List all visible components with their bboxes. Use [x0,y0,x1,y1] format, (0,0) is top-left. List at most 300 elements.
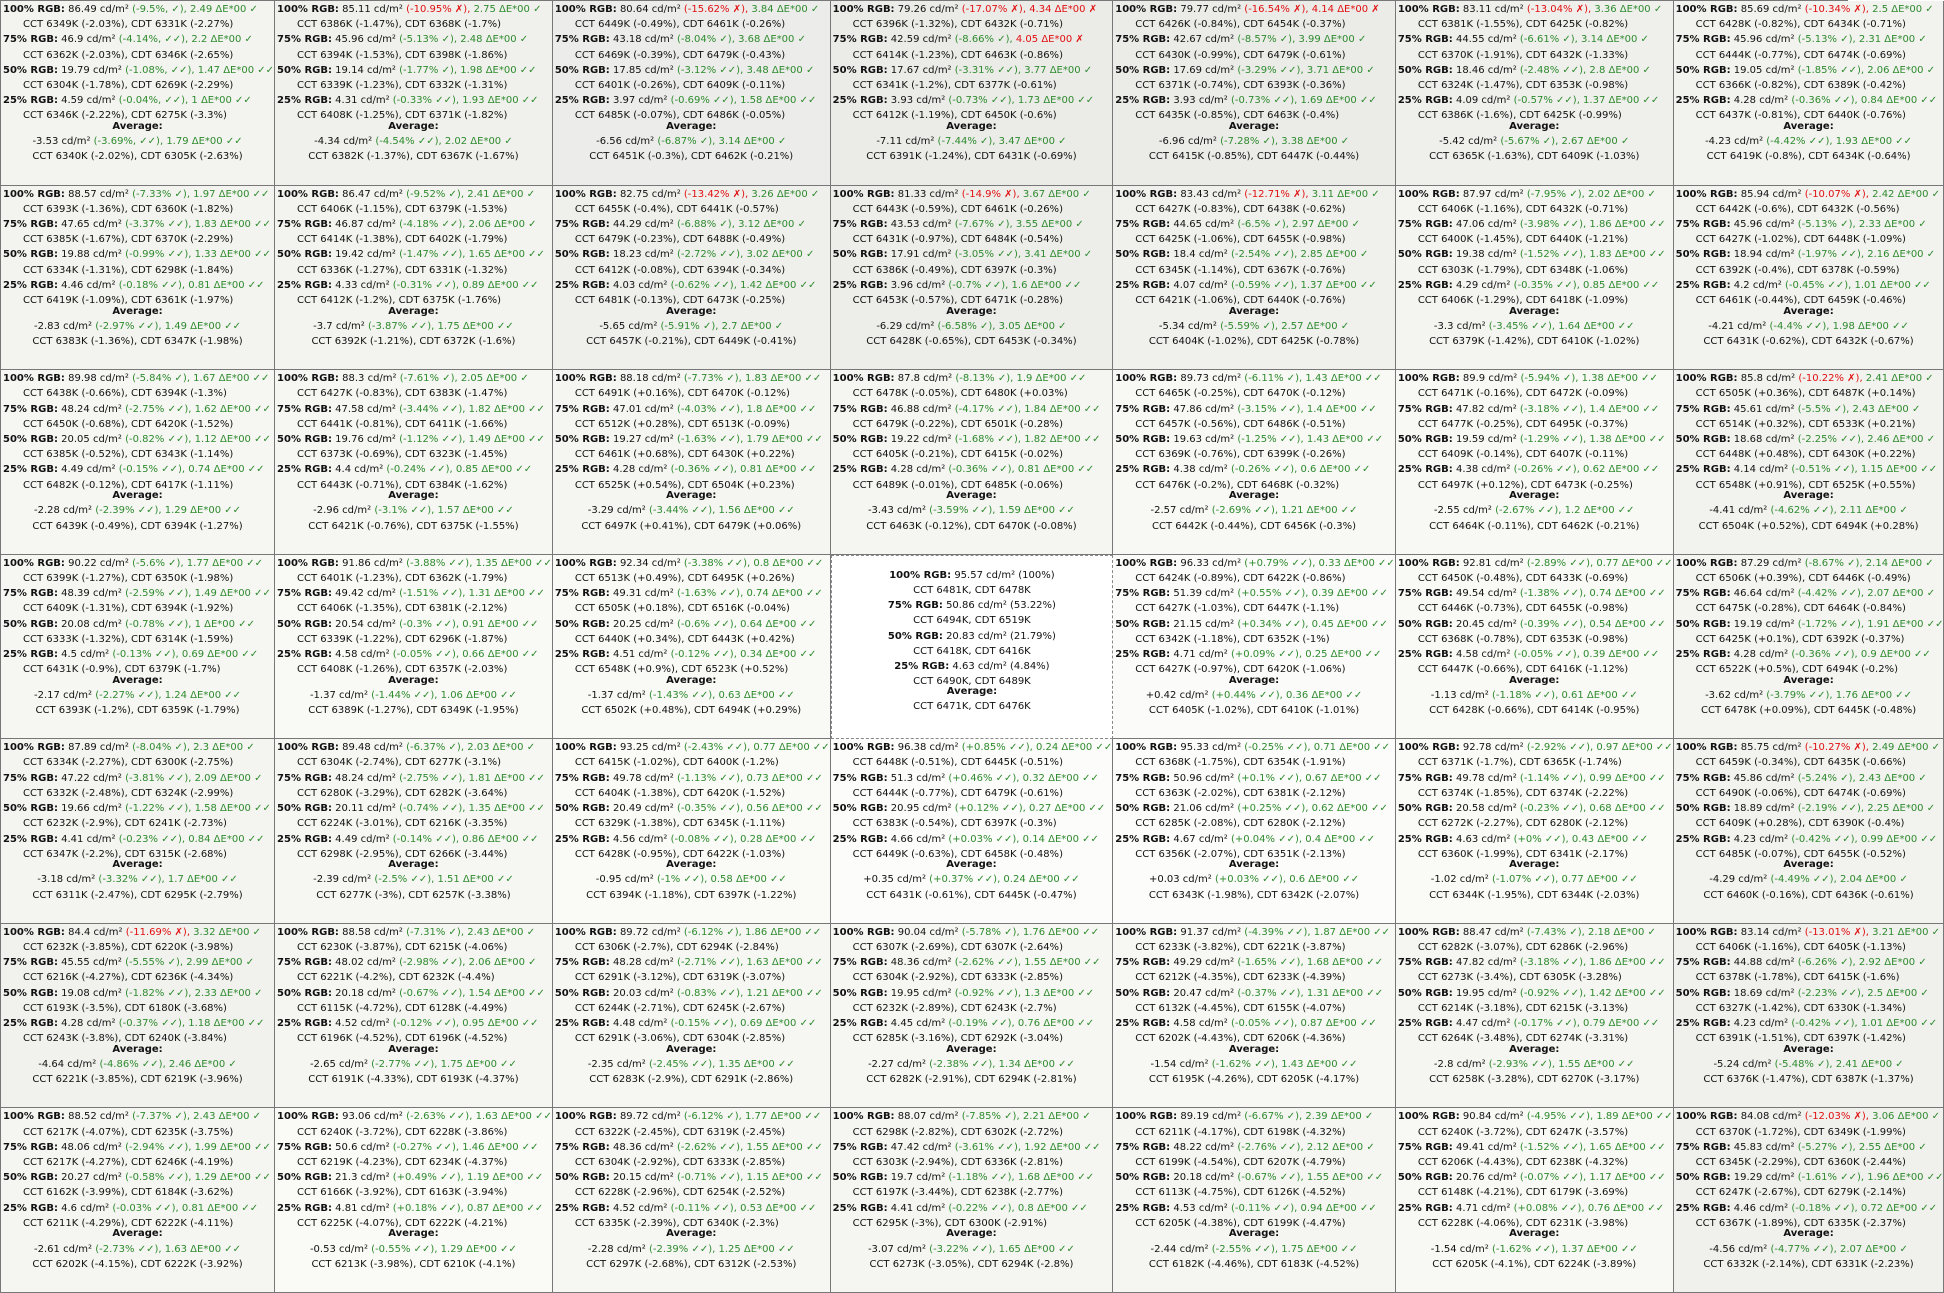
grid-cell [1113,739,1396,924]
cct-line: CCT 6371K (-1.7%), CDT 6365K (-1.74%) [1417,757,1622,769]
grid-cell [1,370,275,555]
average-deviation: (-0.55% ✓✓) [371,1243,435,1255]
separator: , [185,34,192,46]
luminance-value: 88.07 cd/m² [897,1111,959,1123]
measurement-line [555,93,830,108]
measurement-line [1398,2,1673,17]
deviation: (-10.22% ✗) [1798,373,1860,385]
level-label: 75% RGB: [832,957,888,969]
separator: , [1011,464,1018,476]
level-label: 25% RGB: [554,95,610,107]
average-deviation: (+0.37% ✓✓) [929,874,998,886]
average-deviation: (-4.42% ✓✓) [1766,136,1830,148]
cct-line: CCT 6304K (-2.74%), CDT 6277K (-3.1%) [297,757,501,769]
delta-e: 0.86 ΔE*00 ✓✓ [462,833,539,845]
separator: , [1551,1059,1559,1071]
delta-e: 0.67 ΔE*00 ✓✓ [1305,772,1382,784]
deviation: (-3.18% ✓✓) [1519,957,1584,969]
cct-line: CCT 6391K (-1.51%), CDT 6397K (-1.42%) [1695,1033,1906,1045]
luminance-value: 4.28 cd/m² [612,464,668,476]
cct-line: CCT 6412K (-1.2%), CDT 6375K (-1.76%) [297,294,501,306]
delta-e: 1 ΔE*00 ✓✓ [191,95,252,107]
separator: , [733,464,741,476]
measurement-line [3,32,274,47]
average-title: Average: [1228,859,1280,871]
separator: , [455,1018,463,1030]
average-block [553,857,830,903]
level-label: 25% RGB: [3,279,58,291]
measurement-line [1115,1201,1395,1216]
measurement-line [1676,740,1944,755]
level-label: 75% RGB: [554,403,610,415]
deviation: (-0.74% ✓✓) [399,803,463,815]
cct-line: CCT 6471K (-0.16%), CDT 6472K (-0.09%) [1417,388,1629,400]
delta-e: 1.82 ΔE*00 ✓✓ [1024,433,1101,445]
cct-line: CCT 6202K (-4.15%), CDT 6222K (-3.92%) [32,1258,243,1270]
delta-e: 0.62 ΔE*00 ✓✓ [1311,803,1388,815]
measurements [553,556,830,678]
deviation: (-1.52% ✓✓) [1519,1141,1584,1153]
separator: , [460,742,468,754]
delta-e: 1.63 ΔE*00 ✓✓ [475,1111,552,1123]
measurement-line [1676,278,1944,293]
separator: , [1860,803,1868,815]
luminance-value: 48.36 cd/m² [612,1141,674,1153]
luminance-value: 48.24 cd/m² [335,772,396,784]
level-label: 100% RGB: [554,1111,617,1123]
delta-e: 2.8 ΔE*00 ✓ [1589,64,1651,76]
cct-line: CCT 6457K (-0.21%), CDT 6449K (-0.41%) [586,335,797,347]
delta-e: 1.96 ΔE*00 ✓✓ [1867,1172,1944,1184]
luminance-value: 49.78 cd/m² [1455,772,1517,784]
average-line [1,503,274,518]
measurement-line [555,556,830,571]
measurements [831,1109,1113,1231]
cct-line: CCT 6371K (-0.74%), CDT 6393K (-0.36%) [1135,80,1346,92]
delta-e: 0.99 ΔE*00 ✓✓ [1860,833,1938,845]
separator: , [434,1059,441,1071]
grid-cell [1396,739,1674,924]
luminance-value: 17.67 cd/m² [890,64,952,76]
luminance-value: 48.36 cd/m² [890,957,952,969]
average-title: Average: [666,121,717,132]
cct-line: CCT 6360K (-1.99%), CDT 6341K (-2.17%) [1417,848,1629,860]
cct-line: CCT 6400K (-1.45%), CDT 6440K (-1.21%) [1417,234,1629,246]
separator: , [1852,34,1859,46]
deviation: (-2.72% ✓✓) [676,249,741,261]
average-block [1,857,274,903]
separator: , [1298,648,1306,660]
average-delta-e: 3.38 ΔE*00 ✓ [1281,136,1350,148]
measurement-line [833,462,1113,477]
average-delta-e: 2.11 ΔE*00 ✓ [1839,505,1908,517]
separator: , [188,1141,195,1153]
cct-line: CCT 6221K (-3.85%), CDT 6219K (-3.96%) [32,1074,243,1086]
deviation: (-0.36% ✓✓) [1791,648,1855,660]
level-label: 100% RGB: [832,4,895,15]
luminance-value: 4.28 cd/m² [61,1018,116,1030]
separator: , [1583,772,1590,784]
grid-cell [1674,1108,1944,1293]
average-line [831,503,1113,518]
cct-line: CCT 6307K (-2.69%), CDT 6307K (-2.64%) [852,942,1063,954]
cct-line: CCT 6469K (-0.39%), CDT 6479K (-0.43%) [574,49,786,61]
delta-e: 0.69 ΔE*00 ✓✓ [740,1018,817,1030]
luminance-value: 4.47 cd/m² [1455,1018,1511,1030]
level-label: 25% RGB: [1115,279,1171,291]
cct-line: CCT 6463K (-0.12%), CDT 6470K (-0.08%) [866,520,1077,532]
level-label: 75% RGB: [1397,588,1453,600]
separator: , [1865,188,1873,200]
delta-e: 1.01 ΔE*00 ✓✓ [1860,1018,1938,1030]
separator: , [1298,772,1306,784]
luminance-value: 4.81 cd/m² [335,1202,390,1214]
average-delta-e: 1.93 ΔE*00 ✓✓ [1835,136,1913,148]
average-delta-e: 1.51 ΔE*00 ✓✓ [437,874,514,886]
level-label: 50% RGB: [277,803,332,815]
luminance-value: 19.27 cd/m² [612,433,674,445]
level-label: 25% RGB: [1675,1018,1731,1030]
luminance-value: 19.14 cd/m² [335,64,396,76]
luminance-value: 91.37 cd/m² [1180,926,1242,938]
separator: , [747,742,754,754]
deviation: (-5.13% ✓) [1797,218,1853,230]
cct-line: CCT 6356K (-2.07%), CDT 6351K (-2.13%) [1135,848,1346,860]
separator: , [1555,1243,1562,1255]
delta-e: 0.74 ΔE*00 ✓✓ [746,588,823,600]
average-title: Average: [1783,1043,1834,1055]
deviation: (-1.12% ✓✓) [399,433,463,445]
level-label: 100% RGB: [554,188,617,200]
measurement-line [277,63,552,78]
measurement-line [1115,93,1395,108]
measurement-line [555,187,830,202]
level-label: 25% RGB: [554,648,610,660]
cct-line: CCT 6230K (-3.87%), CDT 6215K (-4.06%) [297,942,508,954]
delta-e: 1.73 ΔE*00 ✓✓ [1017,95,1095,107]
delta-e: 1.86 ΔE*00 ✓✓ [1589,957,1666,969]
luminance-value: 19.63 cd/m² [1173,433,1235,445]
delta-e: 1.43 ΔE*00 ✓✓ [1306,433,1384,445]
luminance-value: 19.29 cd/m² [1733,1172,1795,1184]
separator: , [188,403,195,415]
luminance-value: 79.77 cd/m² [1180,4,1242,15]
average-deviation: (-4.54% ✓✓) [375,136,439,148]
average-delta-e: 1.06 ΔE*00 ✓✓ [440,689,517,701]
delta-e: 0.69 ΔE*00 ✓✓ [181,648,259,660]
cct-line: CCT 6224K (-3.01%), CDT 6216K (-3.35%) [297,818,508,830]
delta-e: 1.87 ΔE*00 ✓✓ [1313,926,1391,938]
luminance-value: 93.06 cd/m² [342,1111,403,1123]
average-line [1113,134,1395,149]
level-label: 50% RGB: [3,1172,58,1184]
measurement-line [1676,617,1944,632]
average-title: Average: [1509,859,1560,871]
average-delta-e: 0.6 ΔE*00 ✓✓ [1289,874,1360,886]
average-title: Average: [1509,674,1560,686]
luminance-value: 92.78 cd/m² [1462,742,1524,754]
level-label: 75% RGB: [1115,957,1171,969]
luminance-value: 45.83 cd/m² [1733,1141,1795,1153]
level-label: 50% RGB: [1675,987,1731,999]
level-label: 75% RGB: [277,218,332,230]
separator: , [1576,648,1584,660]
measurement-line [1676,63,1944,78]
luminance-value: 89.72 cd/m² [619,926,681,938]
delta-e: 1.83 ΔE*00 ✓✓ [1589,249,1666,261]
measurement-line [1115,187,1395,202]
average-delta-e: 1.65 ΔE*00 ✓✓ [998,1243,1075,1255]
level-label: 100% RGB: [1397,373,1460,385]
separator: , [180,557,187,569]
separator: , [460,188,468,200]
average-title: Average: [946,490,997,502]
measurement-line [1398,925,1673,940]
average-block [1113,1042,1395,1088]
cct-line: CCT 6444K (-0.77%), CDT 6479K (-0.61%) [852,787,1063,799]
luminance-value: 47.01 cd/m² [612,403,674,415]
deviation: (-2.48% ✓✓) [1519,64,1584,76]
cct-line: CCT 6196K (-4.52%), CDT 6196K (-4.52%) [297,1033,508,1045]
separator: , [1017,403,1025,415]
delta-e: 1.35 ΔE*00 ✓✓ [475,557,552,569]
average-deviation: (-7.44% ✓) [937,136,993,148]
deviation: (-1.52% ✓✓) [1519,249,1584,261]
luminance-value: 49.41 cd/m² [1455,1141,1517,1153]
measurement-line [833,801,1113,816]
level-label: 100% RGB: [1675,557,1738,569]
cct-line: CCT 6481K, CDT 6478K [913,584,1031,596]
separator: , [1854,464,1861,476]
measurement-line [1398,1140,1673,1155]
level-label: 75% RGB: [832,403,888,415]
average-deviation: (-5.48% ✓) [1774,1059,1830,1071]
luminance-value: 19.76 cd/m² [335,433,396,445]
cct-line: CCT 6504K (+0.52%), CDT 6494K (+0.28%) [1698,520,1919,532]
level-label: 100% RGB: [832,373,895,385]
delta-e: 2.05 ΔE*00 ✓ [460,373,529,385]
deviation: (-5.84% ✓) [132,373,187,385]
cct-line: CCT 6386K (-1.6%), CDT 6425K (-0.99%) [1417,110,1622,122]
deviation: (-0.23% ✓✓) [118,833,182,845]
average-block [1674,488,1944,534]
deviation: (-0.7% ✓✓) [948,279,1006,291]
average-deviation: (-2.39% ✓✓) [95,505,159,517]
separator: , [1865,926,1873,938]
luminance-value: 4.23 cd/m² [1733,1018,1789,1030]
measurement-line [1398,371,1673,386]
level-label: 25% RGB: [3,648,58,660]
grid-cell [1,924,275,1109]
cct-line: CCT 6424K (-0.89%), CDT 6422K (-0.86%) [1135,572,1346,584]
luminance-value: 4.52 cd/m² [335,1018,390,1030]
separator: , [186,1111,194,1123]
level-label: 50% RGB: [832,803,888,815]
average-delta-e: 1.25 ΔE*00 ✓✓ [718,1243,795,1255]
measurement-line [1115,955,1395,970]
measurement-line [1676,1201,1944,1216]
cct-line: CCT 6228K (-2.96%), CDT 6254K (-2.52%) [574,1187,786,1199]
average-deviation: (-5.91% ✓) [660,320,716,332]
delta-e: 1.42 ΔE*00 ✓✓ [1589,987,1666,999]
luminance-value: 4.2 cd/m² [1733,279,1782,291]
delta-e: 0.77 ΔE*00 ✓✓ [1596,557,1673,569]
deviation: (-3.61% ✓✓) [954,1141,1018,1153]
cct-line: CCT 6448K (-0.51%), CDT 6445K (-0.51%) [852,757,1063,769]
average-deviation: (-2.39% ✓✓) [648,1243,713,1255]
grid-cell [1113,555,1396,740]
cct-line: CCT 6369K (-0.76%), CDT 6399K (-0.26%) [1135,449,1346,461]
measurement-line [555,462,830,477]
average-line [1674,1242,1944,1257]
measurement-line [1676,801,1944,816]
level-label: 25% RGB: [832,95,888,107]
measurements [1,1109,274,1231]
delta-e: 1.43 ΔE*00 ✓✓ [1305,373,1382,385]
average-line [1396,134,1673,149]
separator: , [469,1111,476,1123]
separator: , [740,588,747,600]
deviation: (-3.98% ✓✓) [1519,218,1584,230]
measurement-line [1115,1016,1395,1031]
measurement-line [277,1140,552,1155]
average-deviation: (-6.87% ✓) [657,136,713,148]
deviation: (-0.36% ✓✓) [670,464,734,476]
deviation: (-0.12% ✓✓) [392,1018,456,1030]
level-label: 100% RGB: [1397,1111,1460,1123]
average-delta-e: 2.7 ΔE*00 ✓ [721,320,784,332]
separator: , [431,320,438,332]
level-label: 25% RGB: [1115,464,1171,476]
delta-e: 3.67 ΔE*00 ✓ [1022,188,1091,200]
separator: , [1017,987,1025,999]
level-label: 50% RGB: [1115,433,1171,445]
deviation: (-7.73% ✓) [683,373,739,385]
average-title: Average: [388,305,439,317]
cct-line: CCT 6366K (-0.82%), CDT 6389K (-0.42%) [1695,80,1906,92]
cct-line: CCT 6240K (-3.72%), CDT 6247K (-3.57%) [1417,1126,1629,1138]
level-label: 100% RGB: [832,188,895,200]
average-title: Average: [388,490,439,502]
average-line [831,1057,1113,1072]
luminance-value: 18.69 cd/m² [1733,987,1795,999]
measurement-line [1115,740,1395,755]
delta-e: 2.09 ΔE*00 ✓ [194,772,263,784]
measurement-line [833,217,1113,232]
cct-line: CCT 6392K (-1.21%), CDT 6372K (-1.6%) [311,335,516,347]
cct-line: CCT 6426K (-0.84%), CDT 6454K (-0.37%) [1135,19,1346,31]
measurement-line [1676,556,1944,571]
average-value: -5.65 cd/m² [599,320,658,332]
average-block [1674,1042,1944,1088]
delta-e: 0.43 ΔE*00 ✓✓ [1571,833,1649,845]
delta-e: 1.01 ΔE*00 ✓✓ [1854,279,1931,291]
average-title: Average: [666,1228,717,1240]
average-delta-e: 1.98 ΔE*00 ✓✓ [1832,320,1909,332]
level-label: 75% RGB: [1675,588,1731,600]
cct-line: CCT 6404K (-1.02%), CDT 6425K (-0.78%) [1148,335,1360,347]
separator: , [1274,1059,1282,1071]
measurement-line [1676,93,1944,108]
separator: , [1009,34,1016,46]
average-block [1,1226,274,1272]
cct-line: CCT 6291K (-3.12%), CDT 6319K (-3.07%) [574,972,786,984]
level-label: 100% RGB: [889,569,952,581]
measurement-line [1115,986,1395,1001]
level-label: 50% RGB: [1397,249,1453,261]
average-title: Average: [946,1228,997,1240]
measurement-line [1398,187,1673,202]
level-label: 50% RGB: [1115,987,1171,999]
measurement-line [555,432,830,447]
luminance-value: 20.49 cd/m² [612,803,674,815]
delta-e: 0.85 ΔE*00 ✓✓ [455,464,533,476]
average-delta-e: 3.47 ΔE*00 ✓ [998,136,1067,148]
cct-line: CCT 6453K (-0.57%), CDT 6471K (-0.28%) [852,294,1063,306]
deviation: (-15.62% ✗) [683,4,746,15]
average-block [1,1042,274,1088]
delta-e: 2.5 ΔE*00 ✓ [1867,987,1929,999]
luminance-value: 88.52 cd/m² [68,1111,129,1123]
grid-cell [831,1,1114,186]
average-title: Average: [1228,490,1280,502]
cct-line: CCT 6291K (-3.06%), CDT 6304K (-2.85%) [574,1033,786,1045]
measurement-line [1115,832,1395,847]
grid-cell [275,1,553,186]
deviation: (-0.25% ✓✓) [1244,742,1308,754]
separator: , [704,874,711,886]
deviation: (-5.27% ✓) [1797,1141,1853,1153]
separator: , [1860,433,1868,445]
delta-e: 2.02 ΔE*00 ✓ [1587,188,1656,200]
luminance-value: 42.59 cd/m² [890,34,952,46]
level-label: 25% RGB: [1397,648,1453,660]
average-deviation: (-4.77% ✓✓) [1770,1243,1834,1255]
average-block [1113,304,1395,350]
measurement-line [277,371,552,386]
cct-line: CCT 6450K (-0.48%), CDT 6433K (-0.69%) [1417,572,1629,584]
luminance-value: 90.04 cd/m² [897,926,959,938]
separator: , [1854,1202,1861,1214]
separator: , [740,433,747,445]
level-label: 50% RGB: [1675,803,1731,815]
separator: , [740,1141,747,1153]
deviation: (-11.69% ✗) [125,926,187,938]
cct-line: CCT 6373K (-0.69%), CDT 6323K (-1.45%) [297,449,508,461]
luminance-value: 19.79 cd/m² [61,64,122,76]
luminance-value: 4.09 cd/m² [1455,95,1511,107]
separator: , [1581,926,1588,938]
luminance-value: 4.46 cd/m² [61,279,116,291]
average-line [1,688,274,703]
deviation: (-4.39% ✓✓) [1244,926,1308,938]
delta-e: 1.21 ΔE*00 ✓✓ [746,987,823,999]
separator: , [1312,557,1319,569]
average-delta-e: 2.46 ΔE*00 ✓ [168,1059,237,1071]
separator: , [462,218,469,230]
cct-line: CCT 6475K (-0.28%), CDT 6464K (-0.84%) [1695,603,1906,615]
luminance-value: 4.38 cd/m² [1173,464,1228,476]
level-label: 25% RGB: [1397,464,1453,476]
separator: , [175,1202,182,1214]
separator: , [712,1059,719,1071]
luminance-value: 89.72 cd/m² [619,1111,681,1123]
average-line [275,688,552,703]
average-title: Average: [112,674,163,686]
level-label: 100% RGB: [277,4,339,15]
reference-line [832,598,1113,613]
deviation: (-0.05% ✓✓) [1513,648,1577,660]
